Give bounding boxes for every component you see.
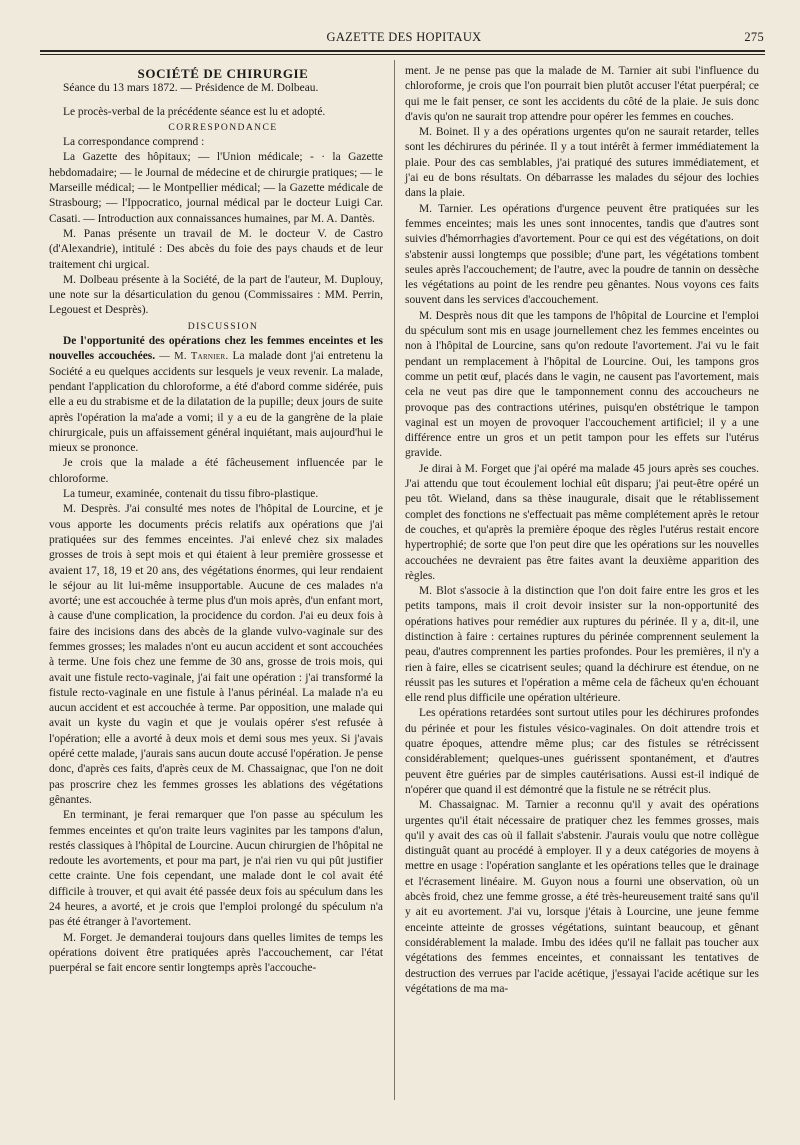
- despres-paragraph-1: M. Desprès. J'ai consulté mes notes de l'hôpital de Lourcine, et je vous apporte les documents précis relatifs aux opérations que j'ai pratiquées sur des femmes enceintes. J'ai enlevé chez six malades grosses de trois à sept mois et qui étaient à leur première grossesse et avaient 17, 18, 19 et 20 ans, des végétations énormes, qui leur rendaient le séjour au lit lui-même insupportable. Aucune de ces malades n'a avorté; une est accouchée à terme plus d'un mois après, d'un enfant mort, à cause d'une complication, la procidence du cordon. J'ai eu deux fois à faire des incisions dans des abcès de la glande vulvo-vaginale sur des femmes grosses; les malades n'ont eu aucun accident et sont accouchées à terme. Une fois chez une femme de 30 ans, grosse de trois mois, qui avait une fistule recto-vaginale, j'ai fait une opération : j'ai transformé la fistule recto-vaginale en une fistule à l'anus périnéal. La malade n'a eu aucun accident et est accouchée à terme. Par opposition, une malade qui avait un kyste du vagin et que je voulais opérer s'est refusée à l'opération; elle a avorté à deux mois et demi sous mes yeux. Si j'avais opéré cette malade, j'aurais sans aucun doute accusé l'opération. Je pense donc, d'après ces faits, d'après ceux de M. Chassaignac, que l'on ne doit pas proscrire chez les femmes grosses les ablations des végétations gênantes.: [49, 503, 383, 806]
- despres-reply-paragraph-1: M. Desprès nous dit que les tampons de l'hôpital de Lourcine et l'emploi du spéculum sont mis en usage journellement chez les femmes enceintes ou non à l'hôpital de Lourcine, sans qu'on redoute l'avortement. J'ai vu le fait pendant un remplacement à l'hôpital de Lourcine. Oui, les tampons gros comme un petit œuf, placés dans le vagin, ne causent pas l'avortement, mais cela ne veut pas dire que le tamponnement connu des accoucheurs ne provoque pas des contractions utérines, puisqu'en obstétrique le tampon vaginal est un moyen de provoquer l'accouchement artificiel; il y a une différence entre un gros et un petit tampon pour les effets sur l'utérus gravide.: [405, 309, 759, 460]
- header-rule: [40, 50, 765, 52]
- tarnier-reply-paragraph: M. Tarnier. Les opérations d'urgence peuvent être pratiquées sur les femmes enceintes; mais les unes sont innocentes, tandis que d'autres sont suivies d'hémorrhagies d'avortement. Pour ce qui est des végétations, on doit s'abstenir aussi longtemps que possible; d'une part, les végétations tombent seules après l'accouchement; de l'autre, avec la poudre de tannin on dessèche les végétations au point de les rendre peu gênantes. Nous voyons ces faits souvent dans les services d'accouchement.: [405, 202, 759, 307]
- discussion-heading: DISCUSSION: [187, 320, 259, 332]
- left-column: [49, 66, 383, 977]
- despres-paragraph-2: En terminant, je ferai remarquer que l'on passe au spéculum les femmes enceintes et qu'on traite leurs vaginites par les tampons d'alun, restés classiques à l'hôpital de Lourcine. Aucun chirurgien de l'hôpital ne redoute les avortements, et pour ma part, je n'ai rien vu qui pût justifier cette crainte. Une fois cependant, une malade dont le col avait été difficile à trouver, et qui avait été passée deux fois au spéculum dans les 24 heures, a avorté, et je crois que l'emploi prolongé du spéculum n'a pas été étranger à l'avortement.: [49, 809, 383, 929]
- correspondance-heading: CORRESPONDANCE: [168, 121, 278, 133]
- chassaignac-paragraph: M. Chassaignac. M. Tarnier a reconnu qu'il y avait des opérations urgentes qu'il était nécessaire de pratiquer chez les femmes grosses, mais qu'il y avait des cas où il fallait s'abstenir. J'aurais voulu que notre collègue distinguât quant au procédé à employer. Il y a deux catégories de moyens à mettre en usage : l'opération sanglante et les opérations telles que le drainage et l'écrasement linéaire. M. Guyon nous a fourni une observation, où un abcès froid, chez une femme grosse, a été très-heureusement traité sans qu'il y ait eu avortement. J'ai vu, lorsque j'étais à Lourcine, une jeune femme enceinte atteinte de grosses végétations, suintant beaucoup, et gênant considérablement la malade. Imbu des idées qu'il ne fallait pas toucher aux végétations des femmes enceintes, et connaissant les tentatives de destruction des verrues par l'acide acétique, j'essayai l'acide acétique sur les végétations de ma ma-: [405, 799, 759, 995]
- panas-paragraph: M. Panas présente un travail de M. le docteur V. de Castro (d'Alexandrie), intitulé : Des abcès du foie des pays chauds et de leur traitement chi urgical.: [49, 227, 383, 271]
- article-title: De l'opportunité des opérations chez les femmes enceintes et les nouvelles accouchées.: [49, 335, 383, 363]
- continuation-paragraph: ment. Je ne pense pas que la malade de M. Tarnier ait subi l'influence du chloroforme, je crois que l'on pourrait bien plutôt accuser l'état puerpéral; ce qui me le fait penser, ce sont les accidents du côté de la plaie. Je suis donc d'avis qu'on ne saurait trop attendre pour opérer les femmes en couches.: [405, 65, 759, 123]
- despres-reply-paragraph-2: Je dirai à M. Forget que j'ai opéré ma malade 45 jours après ses couches. J'ai attendu que tout écoulement lochial eût disparu; j'ai peut-être opéré un peu tôt. Wieland, dans sa thèse inaugurale, disait que le rétablissement complet des fonctions ne s'effectuait pas même complétement après le retour de couches, et qu'après la première époque des règles l'utérus restait encore hypertrophié; de sorte que l'on peut dire que les opérations sur les nouvelles accouchées ne devraient pas être faites avant la deuxième apparition des règles.: [405, 462, 759, 582]
- speaker-tarnier: — M. Tarnier.: [159, 351, 229, 363]
- page-header: [40, 30, 768, 50]
- dolbeau-paragraph: M. Dolbeau présente à la Société, de la part de l'auteur, M. Duplouy, une note sur la désarticulation du genou (Commissaires : MM. Perrin, Legouest et Desprès).: [49, 273, 383, 317]
- forget-paragraph: M. Forget. Je demanderai toujours dans quelles limites de temps les opérations doivent être pratiquées après l'accouchement, car l'état puerpéral se fait encore sentir longtemps après l'accouche-: [49, 931, 383, 975]
- correspondance-list: La Gazette des hôpitaux; — l'Union médicale; - · la Gazette hebdomadaire; — le Journal de médecine et de chirurgie pratiques; — le Marseille médical; — le Montpellier médical; — la Gazette médicale de Strasbourg; — l'Ippocratico, journal médical par le docteur Luigi Car. Casati. — Introduction aux connaissances humaines, par M. A. Dantès.: [49, 151, 383, 225]
- blot-paragraph-2: Les opérations retardées sont surtout utiles pour les déchirures profondes du périnée et pour les fistules vésico-vaginales. On doit attendre trois et quatre époques, attendre même plus; car des fistules se rétrécissent considérablement; quelques-unes guérissent spontanément, et d'autres peuvent être guéries par de simples cautérisations. Aussi est-il indiqué de n'opérer que quand il est démontré que la fistule ne se rétrécit plus.: [405, 707, 759, 796]
- right-column: [405, 64, 759, 997]
- page-number: 275: [744, 30, 764, 44]
- header-rule-thin: [40, 54, 765, 55]
- journal-title: GAZETTE DES HOPITAUX: [326, 30, 482, 44]
- column-divider: [394, 60, 395, 1100]
- tarnier-paragraph-1: [49, 334, 383, 456]
- tarnier-paragraph-2: Je crois que la malade a été fâcheusement influencée par le chloroforme.: [49, 457, 383, 485]
- session-line: Séance du 13 mars 1872. — Présidence de M. Dolbeau.: [63, 82, 319, 95]
- tarnier-text-1: La malade dont j'ai entretenu la Société a eu quelques accidents sur lesquels je veux revenir. La malade, pendant l'application du chloroforme, a été d'abord comme sidérée, puis elle a eu du strabisme et de la dilatation de la pupille; deux jours de suite après l'opération la ma'ade a vomi; il y a eu de la gangrène de la plaie chirurgicale, puis un affaissement général inquiétant, mais aujourd'hui le mieux se prononce.: [49, 350, 384, 455]
- society-title: SOCIÉTÉ DE CHIRURGIE: [137, 66, 309, 81]
- correspondance-intro: La correspondance comprend :: [63, 136, 205, 149]
- blot-paragraph-1: M. Blot s'associe à la distinction que l'on doit faire entre les gros et les petits tampons, mais il croit devoir insister sur la non-opportunité des opérations hatives pour remédier aux ruptures du périnée. Il y a, dit-il, une distinction à faire : certaines ruptures du périnée comprennent seulement la peau, d'autres comprennent les parties profondes. Pour les premières, il n'y a rien à faire, elles se cicatrisent seules; quand la déchirure est étendue, on ne réussit pas les sutures et l'opération a même cela de fâcheux qu'en échouant elle rend plus difficile une opération ultérieure.: [405, 585, 759, 705]
- minutes-paragraph: Le procès-verbal de la précédente séance est lu et adopté.: [63, 105, 326, 118]
- boinet-paragraph: M. Boinet. Il y a des opérations urgentes qu'on ne saurait retarder, telles sont les déchirures du périnée. Il y a tout intérêt à fermer immédiatement la plaie. Pour des cas semblables, j'ai pratiqué des sutures immédiatement, et j'ai eu de bons résultats. On débarrasse les malades du séjour des lochies dans la plaie.: [405, 126, 759, 200]
- tarnier-paragraph-3: La tumeur, examinée, contenait du tissu fibro-plastique.: [63, 488, 319, 501]
